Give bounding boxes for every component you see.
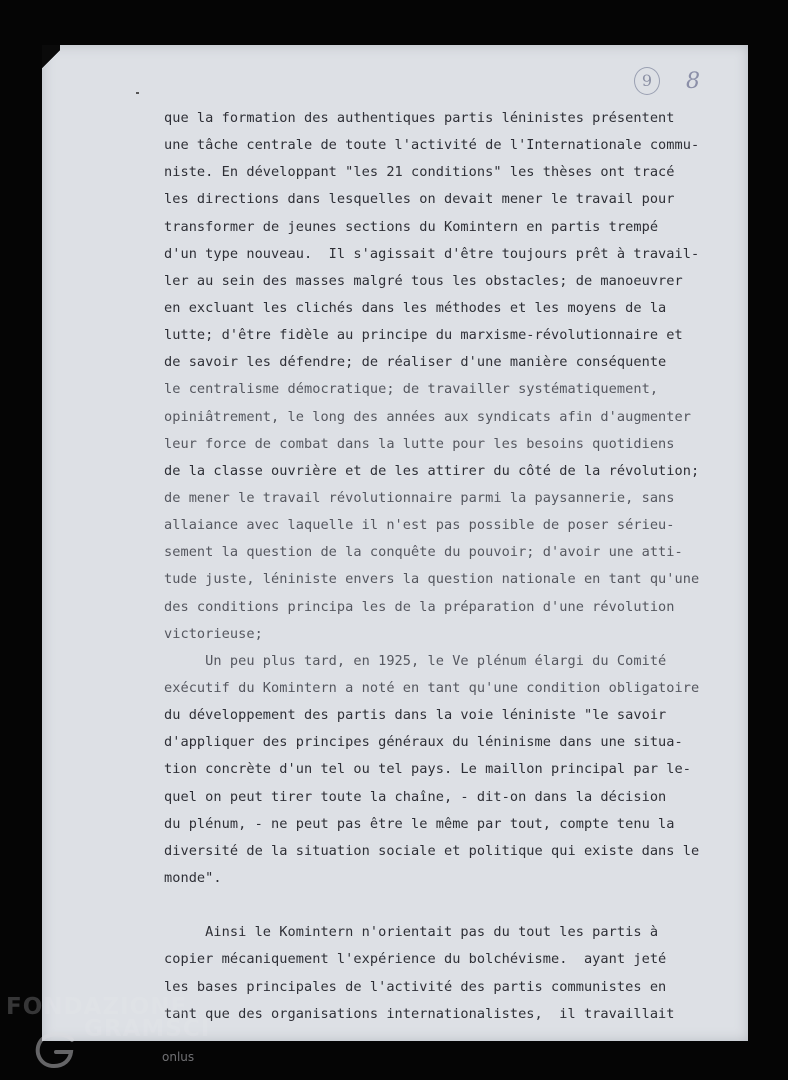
fondazione-gramsci-watermark <box>0 988 230 1078</box>
folded-corner <box>42 45 60 73</box>
text-line: niste. En développant "les 21 conditions" les thèses ont tracé <box>164 164 675 181</box>
gramsci-logo-icon <box>32 1030 78 1070</box>
watermark-line-2: GRAMSCI <box>84 1016 211 1042</box>
text-line: transformer de jeunes sections du Komintern en partis trempé <box>164 218 659 235</box>
watermark-onlus: onlus <box>162 1050 195 1064</box>
text-line: une tâche centrale de toute l'activité de l'Internationale commu- <box>164 137 700 154</box>
text-line: quel on peut tirer toute la chaîne, - dit-on dans la décision <box>164 788 667 805</box>
handwritten-page-number: 8 <box>686 68 700 94</box>
text-line: Ainsi le Komintern n'orientait pas du tout les partis à <box>164 924 659 941</box>
text-line: tion concrète d'un tel ou tel pays. Le maillon principal par le- <box>164 761 691 778</box>
typed-text-body <box>164 105 736 1028</box>
text-line: tant que des organisations internationalistes, il travaillait <box>164 1005 675 1022</box>
text-line: d'un type nouveau. Il s'agissait d'être toujours prêt à travail- <box>164 245 700 262</box>
text-line: copier mécaniquement l'expérience du bolchévisme. ayant jeté <box>164 951 667 968</box>
text-line: des conditions principa les de la préparation d'une révolution <box>164 598 675 615</box>
text-line: du plénum, - ne peut pas être le même par tout, compte tenu la <box>164 815 675 832</box>
text-line: sement la question de la conquête du pouvoir; d'avoir une atti- <box>164 544 683 561</box>
text-line: de la classe ouvrière et de les attirer du côté de la révolution; <box>164 462 700 479</box>
archive-page-numbers <box>634 67 700 95</box>
text-line: opiniâtrement, le long des années aux syndicats afin d'augmenter <box>164 408 691 425</box>
text-line: de mener le travail révolutionnaire parmi la paysannerie, sans <box>164 489 675 506</box>
text-line: victorieuse; <box>164 625 263 642</box>
text-line: allaiance avec laquelle il n'est pas possible de poser sérieu- <box>164 517 675 534</box>
text-line: lutte; d'être fidèle au principe du marxisme-révolutionnaire et <box>164 327 683 344</box>
blank-line <box>164 892 736 919</box>
text-line: les bases principales de l'activité des partis communistes en <box>164 978 667 995</box>
text-line: les directions dans lesquelles on devait mener le travail pour <box>164 191 675 208</box>
text-line: du développement des partis dans la voie léniniste "le savoir <box>164 707 667 724</box>
text-line: ler au sein des masses malgré tous les obstacles; de manoeuvrer <box>164 272 683 289</box>
text-line: le centralisme démocratique; de travailler systématiquement, <box>164 381 659 398</box>
text-line: de savoir les défendre; de réaliser d'une manière conséquente <box>164 354 667 371</box>
ink-speck <box>136 92 139 94</box>
text-line: tude juste, léniniste envers la question nationale en tant qu'une <box>164 571 700 588</box>
text-line: exécutif du Komintern a noté en tant qu'une condition obligatoire <box>164 679 700 696</box>
text-line: diversité de la situation sociale et politique qui existe dans le <box>164 842 700 859</box>
watermark-line-1: FONDAZIONE <box>6 994 188 1020</box>
circled-page-number: 9 <box>634 67 660 95</box>
text-line: que la formation des authentiques partis léninistes présentent <box>164 110 675 126</box>
document-page <box>42 45 748 1041</box>
text-line: monde". <box>164 869 222 886</box>
text-line: leur force de combat dans la lutte pour les besoins quotidiens <box>164 435 675 452</box>
text-line: en excluant les clichés dans les méthodes et les moyens de la <box>164 299 667 316</box>
text-line: d'appliquer des principes généraux du léninisme dans une situa- <box>164 734 683 751</box>
text-line: Un peu plus tard, en 1925, le Ve plénum élargi du Comité <box>164 652 667 669</box>
